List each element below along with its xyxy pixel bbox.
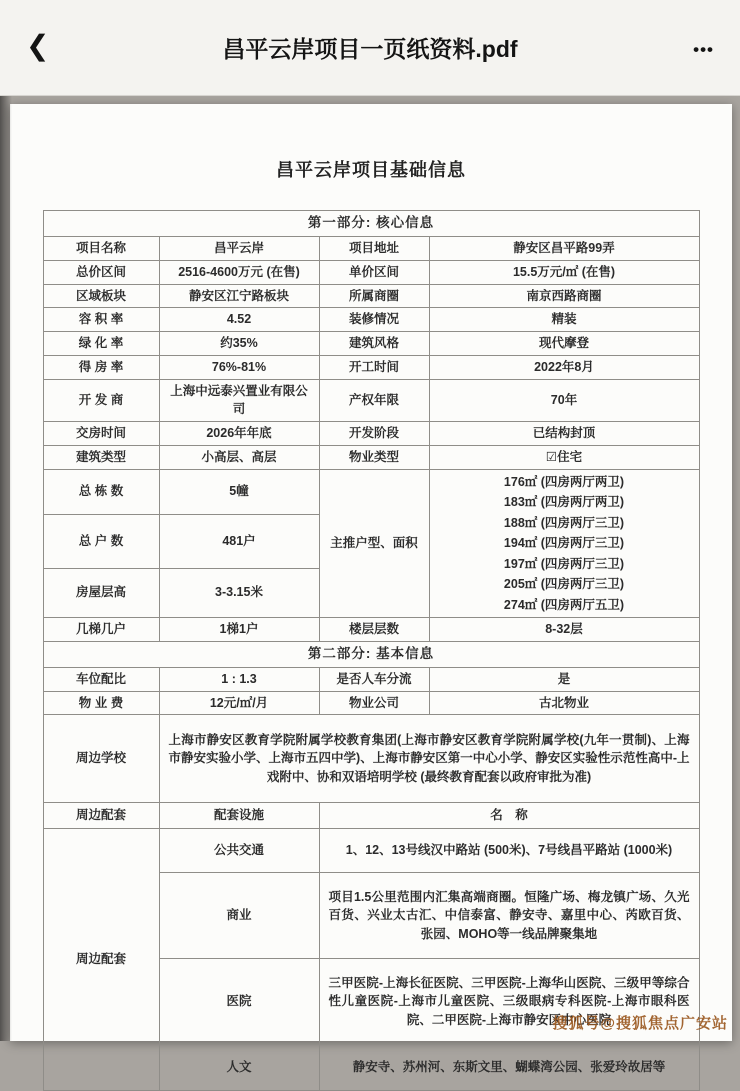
value-arch-style: 现代摩登 (429, 332, 699, 356)
label-property-type: 物业类型 (319, 445, 429, 469)
label-facility-type-header: 配套设施 (159, 803, 319, 829)
table-row (43, 667, 699, 691)
value-delivery-date: 2026年年底 (159, 422, 319, 446)
document-heading: 昌平云岸项目基础信息 (276, 160, 466, 180)
label-nearby-schools: 周边学校 (43, 715, 159, 803)
value-dev-stage: 已结构封顶 (429, 422, 699, 446)
table-row (43, 469, 699, 514)
table-row (43, 829, 699, 873)
layout-item: 194㎡ (四房两厅三卫) (503, 536, 625, 550)
label-arch-style: 建筑风格 (319, 332, 429, 356)
label-building-type: 建筑类型 (43, 445, 159, 469)
label-nearby-facilities: 周边配套 (43, 829, 159, 1091)
label-district: 区域板块 (43, 284, 159, 308)
value-developer: 上海中远泰兴置业有限公司 (159, 379, 319, 422)
table-row (43, 237, 699, 261)
label-business-circle: 所属商圈 (319, 284, 429, 308)
label-commerce: 商业 (159, 873, 319, 959)
label-floor-height: 房屋层高 (43, 568, 159, 618)
value-parking-ratio: 1 : 1.3 (159, 667, 319, 691)
value-property-term: 70年 (429, 379, 699, 422)
label-property-fee: 物 业 费 (43, 691, 159, 715)
label-start-date: 开工时间 (319, 355, 429, 379)
back-button[interactable]: ❮ (26, 30, 50, 61)
label-delivery-date: 交房时间 (43, 422, 159, 446)
watermark: 搜狐号@搜狐焦点广安站 (552, 1015, 728, 1032)
value-start-date: 2022年8月 (429, 355, 699, 379)
table-row (43, 715, 699, 803)
label-property-term: 产权年限 (319, 379, 429, 422)
value-greening-rate: 约35% (159, 332, 319, 356)
table-row (43, 308, 699, 332)
section-row-part2 (43, 641, 699, 667)
label-public-transport: 公共交通 (159, 829, 319, 873)
value-nearby-schools: 上海市静安区教育学院附属学校教育集团(上海市静安区教育学院附属学校(九年一贯制)、上海市静安实验小学、上海市五四中学)、上海市静安区第一中心小学、静安区实验性示范性高中-上戏附中、协和双语培明学校 (最终教育配套以政府审批为准) (159, 715, 699, 803)
layout-item: 176㎡ (四房两厅两卫) (503, 474, 625, 489)
table-row (43, 379, 699, 422)
label-dev-stage: 开发阶段 (319, 422, 429, 446)
value-project-name: 昌平云岸 (159, 237, 319, 261)
value-district: 静安区江宁路板块 (159, 284, 319, 308)
value-total-buildings: 5幢 (159, 469, 319, 514)
section-header-part2: 第二部分: 基本信息 (43, 641, 699, 667)
more-options-button[interactable]: ••• (693, 40, 714, 59)
value-building-type: 小高层、高层 (159, 445, 319, 469)
label-decoration: 装修情况 (319, 308, 429, 332)
label-floor-count: 楼层层数 (319, 618, 429, 642)
value-property-company: 古北物业 (429, 691, 699, 715)
value-main-layouts (429, 469, 699, 618)
value-decoration: 精装 (429, 308, 699, 332)
label-culture: 人文 (159, 1045, 319, 1091)
app-header (0, 0, 740, 96)
table-row (43, 284, 699, 308)
label-hospitals: 医院 (159, 959, 319, 1045)
value-property-type: ☑住宅 (429, 445, 699, 469)
section-row-part1 (43, 211, 699, 237)
label-total-buildings: 总 栋 数 (43, 469, 159, 514)
label-car-separation: 是否人车分流 (319, 667, 429, 691)
table-row (43, 422, 699, 446)
label-parking-ratio: 车位配比 (43, 667, 159, 691)
label-greening-rate: 绿 化 率 (43, 332, 159, 356)
label-property-company: 物业公司 (319, 691, 429, 715)
value-total-units: 481户 (159, 514, 319, 568)
project-info-table (43, 210, 700, 1091)
value-floor-count: 8-32层 (429, 618, 699, 642)
value-car-separation: 是 (429, 667, 699, 691)
pdf-page (10, 104, 732, 1075)
layout-item: 183㎡ (四房两厅两卫) (503, 495, 625, 509)
layout-item: 197㎡ (四房两厅三卫) (503, 556, 625, 571)
value-property-fee: 12元/㎡/月 (159, 691, 319, 715)
label-project-address: 项目地址 (319, 237, 429, 261)
value-public-transport: 1、12、13号线汉中路站 (500米)、7号线昌平路站 (1000米) (319, 829, 699, 873)
label-total-units: 总 户 数 (43, 514, 159, 568)
label-unit-price: 单价区间 (319, 260, 429, 284)
label-nearby-facilities-header: 周边配套 (43, 803, 159, 829)
label-developer: 开 发 商 (43, 379, 159, 422)
value-unit-price: 15.5万元/㎡ (在售) (429, 260, 699, 284)
value-hospitals: 三甲医院-上海长征医院、三甲医院-上海华山医院、三级甲等综合性儿童医院-上海市儿童医院、三级眼病专科医院-上海市眼科医院、二甲医院-上海市静安区中心医院 (319, 959, 699, 1045)
section-header-part1: 第一部分: 核心信息 (43, 211, 699, 237)
value-elevator-ratio: 1梯1户 (159, 618, 319, 642)
table-row (43, 618, 699, 642)
label-usable-ratio: 得 房 率 (43, 355, 159, 379)
value-business-circle: 南京西路商圈 (429, 284, 699, 308)
label-main-layouts: 主推户型、面积 (319, 469, 429, 618)
table-row (43, 332, 699, 356)
table-row (43, 691, 699, 715)
value-total-price: 2516-4600万元 (在售) (159, 260, 319, 284)
label-total-price: 总价区间 (43, 260, 159, 284)
label-facility-name-header: 名 称 (319, 803, 699, 829)
layout-item: 205㎡ (四房两厅三卫) (503, 577, 625, 591)
value-culture: 静安寺、苏州河、东斯文里、蝴蝶湾公园、张爱玲故居等 (319, 1045, 699, 1091)
table-row (43, 260, 699, 284)
table-row (43, 803, 699, 829)
file-title: 昌平云岸项目一页纸资料.pdf (222, 36, 518, 62)
layout-item: 188㎡ (四房两厅三卫) (503, 515, 625, 530)
label-plot-ratio: 容 积 率 (43, 308, 159, 332)
value-plot-ratio: 4.52 (159, 308, 319, 332)
value-commerce: 项目1.5公里范围内汇集高端商圈。恒隆广场、梅龙镇广场、久光百货、兴业太古汇、中信泰富、静安寺、嘉里中心、芮欧百货、张园、MOHO等一线品牌聚集地 (319, 873, 699, 959)
table-row (43, 445, 699, 469)
layout-item: 274㎡ (四房两厅五卫) (503, 597, 625, 612)
value-project-address: 静安区昌平路99弄 (429, 237, 699, 261)
label-project-name: 项目名称 (43, 237, 159, 261)
table-row (43, 355, 699, 379)
value-usable-ratio: 76%-81% (159, 355, 319, 379)
value-floor-height: 3-3.15米 (159, 568, 319, 618)
label-elevator-ratio: 几梯几户 (43, 618, 159, 642)
